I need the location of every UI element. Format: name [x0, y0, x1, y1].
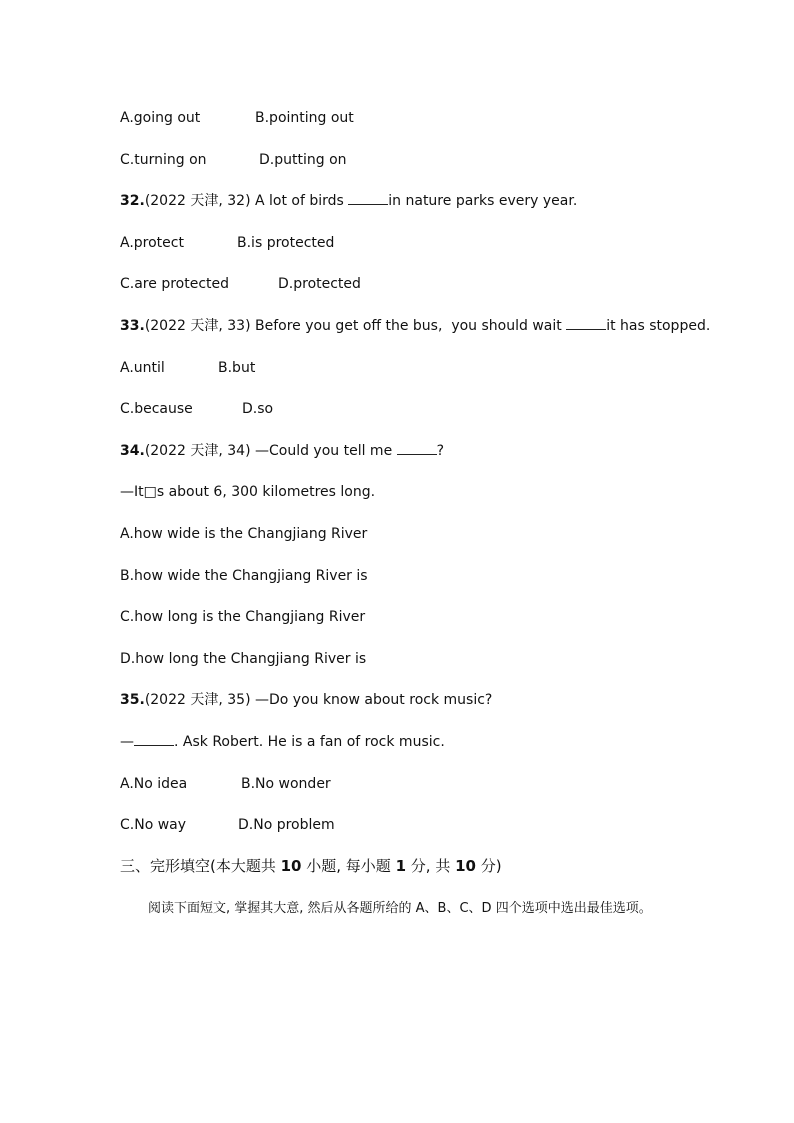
q34-stem-before: —Could you tell me	[254, 443, 397, 459]
q31-option-b: B.pointing out	[255, 110, 354, 126]
q32-stem-before: A lot of birds	[254, 193, 349, 209]
section-3-title-part: 小题, 每小题	[301, 857, 396, 875]
q34-stem	[120, 442, 444, 460]
q35-option-a: A.No idea	[120, 776, 188, 792]
q33-source: (2022 天津, 33)	[144, 318, 255, 334]
q33-blank	[566, 317, 606, 330]
q34-number: 34.	[120, 443, 145, 459]
q35-option-c: C.No way	[120, 817, 187, 833]
section-3-title-part: 分, 共	[406, 857, 456, 875]
q35-option-d: D.No problem	[238, 817, 335, 833]
q35-stem-text: —Do you know about rock music?	[254, 692, 493, 708]
q35-source: (2022 天津, 35)	[144, 692, 255, 708]
section-3-instruction: 阅读下面短文, 掌握其大意, 然后从各题所给的 A、B、C、D 四个选项中选出最佳选项。	[148, 901, 652, 916]
q32-blank	[348, 192, 388, 205]
q35-blank	[134, 733, 174, 746]
q35-stem	[120, 691, 492, 709]
q34-option-b: B.how wide the Changjiang River is	[120, 568, 368, 584]
q33-option-c: C.because	[120, 401, 193, 417]
q34-option-d: D.how long the Changjiang River is	[120, 651, 367, 667]
section-3-title-part: 分)	[475, 857, 502, 875]
q31-option-a: A.going out	[120, 110, 201, 126]
q32-option-b: B.is protected	[237, 235, 335, 251]
q32-option-c: C.are protected	[120, 276, 230, 292]
q35-reply-dash: —	[120, 734, 134, 750]
section-3-question-count: 10	[280, 857, 302, 875]
q32-number: 32.	[120, 193, 145, 209]
section-3-title-part: 三、完形填空(本大题共	[120, 857, 281, 875]
section-3-total-points: 10	[455, 857, 476, 875]
q34-stem-after: ?	[436, 443, 445, 459]
q33-option-a: A.until	[120, 360, 165, 376]
q33-option-d: D.so	[242, 401, 274, 417]
q35-option-b: B.No wonder	[241, 776, 331, 792]
q34-option-c: C.how long is the Changjiang River	[120, 609, 366, 625]
q34-blank	[397, 442, 437, 455]
q33-option-b: B.but	[218, 360, 256, 376]
q34-reply: —It□s about 6, 300 kilometres long.	[120, 484, 376, 500]
q35-reply-text: . Ask Robert. He is a fan of rock music.	[174, 734, 445, 750]
q34-option-a: A.how wide is the Changjiang River	[120, 526, 368, 542]
section-3-points-each: 1	[395, 857, 407, 875]
q35-reply	[120, 733, 445, 751]
q32-option-d: D.protected	[278, 276, 361, 292]
q33-stem-after: it has stopped.	[606, 318, 711, 334]
q35-number: 35.	[120, 692, 145, 708]
section-3-heading	[120, 856, 502, 876]
q34-source: (2022 天津, 34)	[144, 443, 255, 459]
q33-number: 33.	[120, 318, 145, 334]
q33-stem	[120, 317, 710, 335]
q32-option-a: A.protect	[120, 235, 184, 251]
q32-source: (2022 天津, 32)	[144, 193, 255, 209]
q32-stem-after: in nature parks every year.	[388, 193, 578, 209]
q31-option-c: C.turning on	[120, 152, 207, 168]
q33-stem-before: Before you get off the bus, you should wait	[254, 318, 567, 334]
q31-option-d: D.putting on	[259, 152, 347, 168]
q32-stem	[120, 192, 577, 210]
